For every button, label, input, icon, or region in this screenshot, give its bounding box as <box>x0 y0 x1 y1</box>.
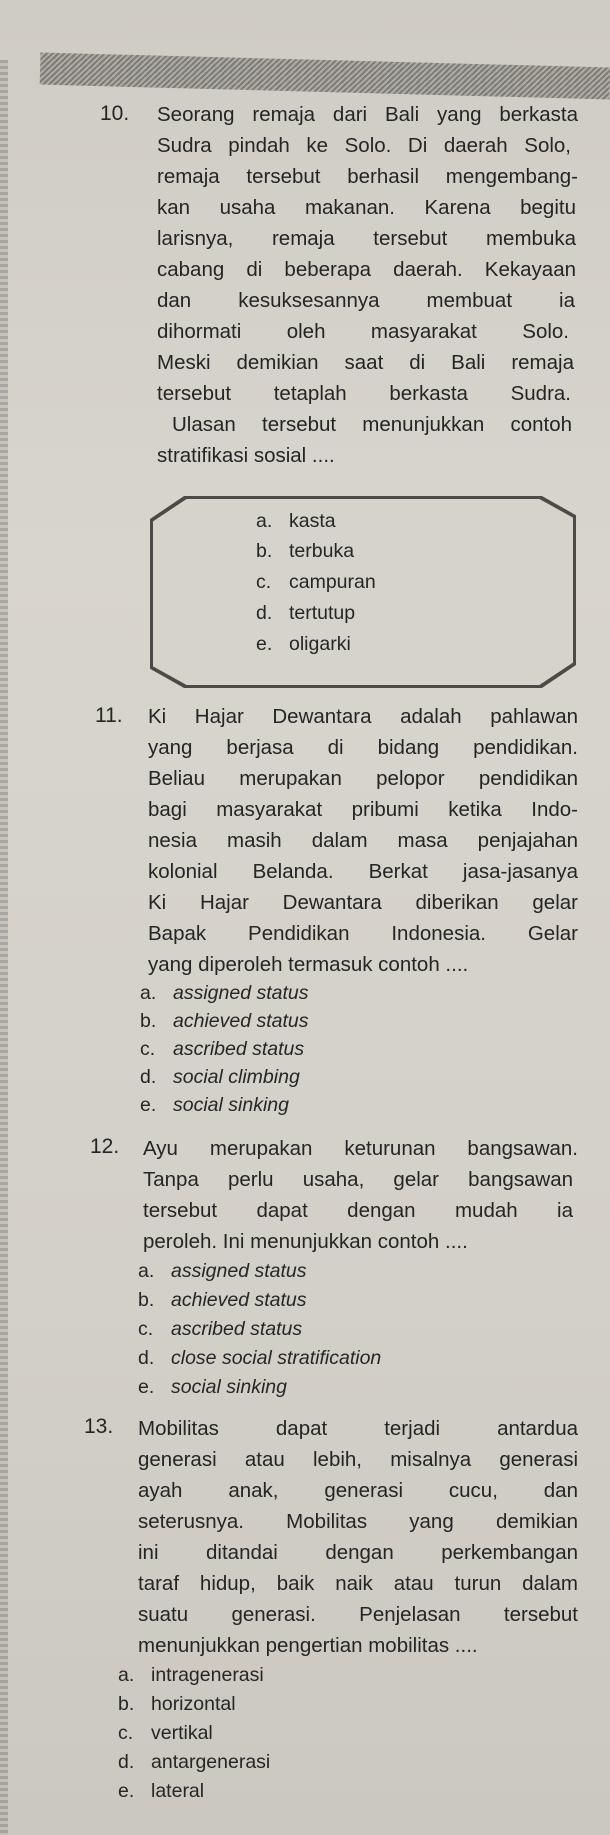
question-text-line: suatu generasi. Penjelasan tersebut <box>138 1603 578 1626</box>
question-text-line: seterusnya. Mobilitas yang demikian <box>138 1510 578 1533</box>
question-number: 11. <box>95 704 123 727</box>
option-c[interactable] <box>140 1036 304 1063</box>
question-number: 10. <box>100 102 130 125</box>
question-text-line: yang diperoleh termasuk contoh .... <box>148 953 469 976</box>
option-d[interactable] <box>118 1749 270 1776</box>
option-letter: e. <box>118 1780 135 1802</box>
option-letter: d. <box>140 1066 157 1088</box>
question-text-line: ini ditandai dengan perkembangan <box>138 1541 578 1564</box>
option-text: social climbing <box>173 1066 300 1088</box>
option-letter: a. <box>118 1664 135 1686</box>
option-e[interactable] <box>256 631 351 658</box>
question-text-line: taraf hidup, baik naik atau turun dalam <box>138 1572 578 1595</box>
option-text: vertikal <box>151 1722 213 1744</box>
option-text: horizontal <box>151 1693 236 1715</box>
option-letter: a. <box>138 1260 155 1282</box>
question-text-line: Mobilitas dapat terjadi antardua <box>138 1417 578 1440</box>
option-letter: e. <box>138 1376 155 1398</box>
option-letter: d. <box>118 1751 135 1773</box>
option-text: close social stratification <box>171 1347 382 1369</box>
question-text-line: tersebut dapat dengan mudah ia <box>143 1199 573 1222</box>
option-letter: d. <box>138 1347 155 1369</box>
option-b[interactable] <box>256 538 354 565</box>
option-text: achieved status <box>173 1010 309 1032</box>
question-text-line: nesia masih dalam masa penjajahan <box>148 829 578 852</box>
option-letter: e. <box>140 1094 157 1116</box>
option-letter: e. <box>256 633 273 655</box>
option-c[interactable] <box>256 569 376 596</box>
question-text-line: Ki Hajar Dewantara diberikan gelar <box>148 891 578 914</box>
option-letter: d. <box>256 602 273 624</box>
option-letter: c. <box>256 571 272 593</box>
option-letter: b. <box>118 1693 135 1715</box>
option-text: ascribed status <box>171 1318 303 1340</box>
question-text-line: Beliau merupakan pelopor pendidikan <box>148 767 578 790</box>
option-a[interactable] <box>138 1258 307 1285</box>
option-d[interactable] <box>256 600 355 627</box>
option-e[interactable] <box>140 1092 289 1119</box>
option-text: intragenerasi <box>151 1664 264 1686</box>
option-text: kasta <box>289 510 336 532</box>
option-c[interactable] <box>118 1720 213 1747</box>
question-text-line: generasi atau lebih, misalnya generasi <box>138 1448 578 1471</box>
page-edge-pattern <box>0 60 8 1835</box>
option-b[interactable] <box>118 1691 236 1718</box>
option-text: tertutup <box>289 602 356 624</box>
question-text-line: Meski demikian saat di Bali remaja <box>157 351 574 374</box>
question-text-line: larisnya, remaja tersebut membuka <box>157 227 576 250</box>
question-text-line: yang berjasa di bidang pendidikan. <box>148 736 578 759</box>
option-letter: c. <box>140 1038 156 1060</box>
option-letter: b. <box>256 540 273 562</box>
option-text: ascribed status <box>173 1038 305 1060</box>
option-letter: c. <box>138 1318 154 1340</box>
option-text: achieved status <box>171 1289 307 1311</box>
question-text-line: peroleh. Ini menunjukkan contoh .... <box>143 1230 468 1253</box>
question-text-line: dihormati oleh masyarakat Solo. <box>157 320 569 343</box>
option-letter: c. <box>118 1722 134 1744</box>
question-text-line: kan usaha makanan. Karena begitu <box>157 196 576 219</box>
option-text: social sinking <box>173 1094 289 1116</box>
question-text-line: remaja tersebut berhasil mengembang- <box>157 165 578 188</box>
option-d[interactable] <box>138 1345 381 1372</box>
option-c[interactable] <box>138 1316 302 1343</box>
question-number: 12. <box>90 1135 120 1158</box>
question-text-line: Ki Hajar Dewantara adalah pahlawan <box>148 705 578 728</box>
option-letter: a. <box>140 982 157 1004</box>
option-a[interactable] <box>140 980 309 1007</box>
question-text-line: stratifikasi sosial .... <box>157 444 335 467</box>
question-text-line: Sudra pindah ke Solo. Di daerah Solo, <box>157 134 571 157</box>
question-text-line: tersebut tetaplah berkasta Sudra. <box>157 382 571 405</box>
option-d[interactable] <box>140 1064 300 1091</box>
option-text: campuran <box>289 571 376 593</box>
question-text-line: ayah anak, generasi cucu, dan <box>138 1479 578 1502</box>
question-text-line: Seorang remaja dari Bali yang berkasta <box>157 103 578 126</box>
option-text: lateral <box>151 1780 205 1802</box>
option-letter: b. <box>138 1289 155 1311</box>
question-text-line: bagi masyarakat pribumi ketika Indo- <box>148 798 578 821</box>
option-letter: a. <box>256 510 273 532</box>
option-text: assigned status <box>173 982 309 1004</box>
question-text-line: Ayu merupakan keturunan bangsawan. <box>143 1137 578 1160</box>
question-text-line: cabang di beberapa daerah. Kekayaan <box>157 258 576 281</box>
question-number: 13. <box>84 1415 114 1438</box>
option-a[interactable] <box>256 508 336 535</box>
option-b[interactable] <box>140 1008 309 1035</box>
question-text-line: dan kesuksesannya membuat ia <box>157 289 575 312</box>
option-letter: b. <box>140 1010 157 1032</box>
option-e[interactable] <box>118 1778 204 1805</box>
option-text: antargenerasi <box>151 1751 271 1773</box>
option-e[interactable] <box>138 1374 287 1401</box>
question-text-line: Ulasan tersebut menunjukkan contoh <box>172 413 572 436</box>
question-text-line: Tanpa perlu usaha, gelar bangsawan <box>143 1168 573 1191</box>
option-text: social sinking <box>171 1376 287 1398</box>
option-text: terbuka <box>289 540 355 562</box>
question-text-line: Bapak Pendidikan Indonesia. Gelar <box>148 922 578 945</box>
question-text-line: kolonial Belanda. Berkat jasa-jasanya <box>148 860 578 883</box>
page-header-band <box>40 53 610 100</box>
question-text-line: menunjukkan pengertian mobilitas .... <box>138 1634 478 1657</box>
option-b[interactable] <box>138 1287 307 1314</box>
option-a[interactable] <box>118 1662 264 1689</box>
option-text: oligarki <box>289 633 351 655</box>
option-text: assigned status <box>171 1260 307 1282</box>
